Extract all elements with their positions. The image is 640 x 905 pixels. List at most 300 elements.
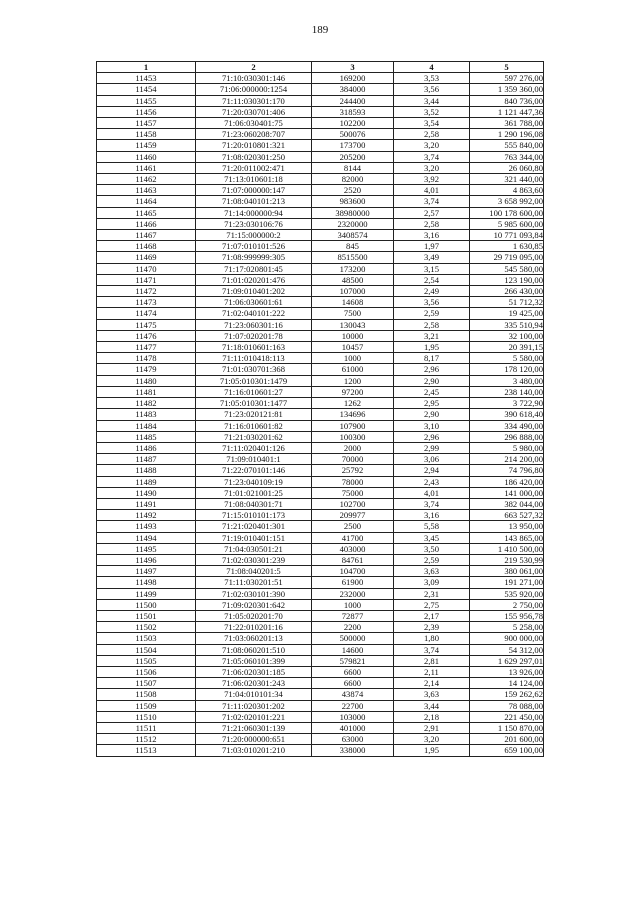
row-number-cell: 11504	[97, 644, 196, 655]
cadastral-number-cell: 71:06:030401:75	[196, 118, 312, 129]
rate-cell: 2,96	[394, 431, 470, 442]
rate-cell: 3,10	[394, 420, 470, 431]
value-cell: 321 440,00	[470, 174, 544, 185]
value-cell: 155 956,78	[470, 610, 544, 621]
row-number-cell: 11512	[97, 734, 196, 745]
cadastral-number-cell: 71:08:060201:510	[196, 644, 312, 655]
area-cell: 107900	[312, 420, 394, 431]
value-cell: 1 630,85	[470, 241, 544, 252]
rate-cell: 2,90	[394, 409, 470, 420]
cadastral-number-cell: 71:02:040101:222	[196, 308, 312, 319]
table-row	[97, 319, 544, 330]
table-row	[97, 510, 544, 521]
cadastral-number-cell: 71:15:000000:2	[196, 230, 312, 241]
table-row	[97, 174, 544, 185]
value-cell: 141 000,00	[470, 487, 544, 498]
rate-cell: 5,58	[394, 521, 470, 532]
rate-cell: 3,54	[394, 118, 470, 129]
area-cell: 2200	[312, 622, 394, 633]
table-row	[97, 297, 544, 308]
area-cell: 70000	[312, 454, 394, 465]
cadastral-number-cell: 71:04:010101:34	[196, 689, 312, 700]
table-row	[97, 263, 544, 274]
table-row	[97, 241, 544, 252]
table-row	[97, 442, 544, 453]
value-cell: 54 312,00	[470, 644, 544, 655]
table-row	[97, 644, 544, 655]
area-cell: 205200	[312, 151, 394, 162]
cadastral-number-cell: 71:19:010401:151	[196, 532, 312, 543]
value-cell: 1 359 360,00	[470, 84, 544, 95]
table-body	[97, 73, 544, 756]
table-row	[97, 84, 544, 95]
rate-cell: 2,14	[394, 678, 470, 689]
row-number-cell: 11505	[97, 655, 196, 666]
area-cell: 48500	[312, 274, 394, 285]
row-number-cell: 11466	[97, 218, 196, 229]
table-row	[97, 129, 544, 140]
row-number-cell: 11486	[97, 442, 196, 453]
cadastral-number-cell: 71:11:020301:202	[196, 700, 312, 711]
table-row	[97, 196, 544, 207]
table-row	[97, 274, 544, 285]
table-row	[97, 286, 544, 297]
table-row	[97, 610, 544, 621]
row-number-cell: 11479	[97, 364, 196, 375]
row-number-cell: 11468	[97, 241, 196, 252]
row-number-cell: 11507	[97, 678, 196, 689]
cadastral-number-cell: 71:08:020301:250	[196, 151, 312, 162]
rate-cell: 3,92	[394, 174, 470, 185]
area-cell: 84761	[312, 554, 394, 565]
area-cell: 173200	[312, 263, 394, 274]
table-row	[97, 364, 544, 375]
rate-cell: 2,43	[394, 476, 470, 487]
value-cell: 380 061,00	[470, 566, 544, 577]
value-cell: 13 926,00	[470, 666, 544, 677]
value-cell: 20 391,15	[470, 342, 544, 353]
table-row	[97, 73, 544, 84]
cadastral-number-cell: 71:09:010401:202	[196, 286, 312, 297]
row-number-cell: 11484	[97, 420, 196, 431]
value-cell: 221 450,00	[470, 711, 544, 722]
row-number-cell: 11473	[97, 297, 196, 308]
value-cell: 763 344,00	[470, 151, 544, 162]
table-header-row	[97, 62, 544, 73]
row-number-cell: 11488	[97, 465, 196, 476]
area-cell: 61000	[312, 364, 394, 375]
area-cell: 209977	[312, 510, 394, 521]
table-row	[97, 666, 544, 677]
table-row	[97, 162, 544, 173]
rate-cell: 2,54	[394, 274, 470, 285]
row-number-cell: 11501	[97, 610, 196, 621]
value-cell: 535 920,00	[470, 588, 544, 599]
row-number-cell: 11494	[97, 532, 196, 543]
rate-cell: 3,63	[394, 689, 470, 700]
rate-cell: 2,45	[394, 386, 470, 397]
rate-cell: 2,11	[394, 666, 470, 677]
cadastral-number-cell: 71:02:030301:239	[196, 554, 312, 565]
cadastral-number-cell: 71:01:030701:368	[196, 364, 312, 375]
table-row	[97, 454, 544, 465]
table-row	[97, 431, 544, 442]
rate-cell: 2,39	[394, 622, 470, 633]
rate-cell: 3,56	[394, 84, 470, 95]
column-header: 2	[196, 62, 312, 73]
column-header: 3	[312, 62, 394, 73]
row-number-cell: 11470	[97, 263, 196, 274]
value-cell: 78 088,00	[470, 700, 544, 711]
value-cell: 1 629 297,01	[470, 655, 544, 666]
area-cell: 3408574	[312, 230, 394, 241]
value-cell: 597 276,00	[470, 73, 544, 84]
value-cell: 663 527,32	[470, 510, 544, 521]
area-cell: 43874	[312, 689, 394, 700]
value-cell: 335 510,94	[470, 319, 544, 330]
area-cell: 173700	[312, 140, 394, 151]
value-cell: 13 950,00	[470, 521, 544, 532]
rate-cell: 3,74	[394, 498, 470, 509]
table-row	[97, 308, 544, 319]
cadastral-number-cell: 71:11:010418:113	[196, 353, 312, 364]
cadastral-number-cell: 71:03:010201:210	[196, 745, 312, 756]
rate-cell: 3,20	[394, 162, 470, 173]
row-number-cell: 11474	[97, 308, 196, 319]
column-header: 1	[97, 62, 196, 73]
area-cell: 22700	[312, 700, 394, 711]
table-row	[97, 700, 544, 711]
row-number-cell: 11498	[97, 577, 196, 588]
area-cell: 845	[312, 241, 394, 252]
table-row	[97, 353, 544, 364]
cadastral-number-cell: 71:01:021001:25	[196, 487, 312, 498]
row-number-cell: 11509	[97, 700, 196, 711]
value-cell: 238 140,00	[470, 386, 544, 397]
cadastral-number-cell: 71:13:010601:18	[196, 174, 312, 185]
row-number-cell: 11453	[97, 73, 196, 84]
cadastral-number-cell: 71:06:030601:61	[196, 297, 312, 308]
rate-cell: 3,74	[394, 196, 470, 207]
cadastral-number-cell: 71:22:070101:146	[196, 465, 312, 476]
cadastral-number-cell: 71:03:060201:13	[196, 633, 312, 644]
row-number-cell: 11508	[97, 689, 196, 700]
rate-cell: 2,95	[394, 398, 470, 409]
table-row	[97, 689, 544, 700]
rate-cell: 3,74	[394, 644, 470, 655]
cadastral-number-cell: 71:08:040301:71	[196, 498, 312, 509]
area-cell: 78000	[312, 476, 394, 487]
row-number-cell: 11481	[97, 386, 196, 397]
area-cell: 10000	[312, 330, 394, 341]
value-cell: 1 410 500,00	[470, 543, 544, 554]
value-cell: 3 722,90	[470, 398, 544, 409]
table-row	[97, 633, 544, 644]
cadastral-number-cell: 71:02:020101:221	[196, 711, 312, 722]
table-row	[97, 599, 544, 610]
rate-cell: 2,58	[394, 218, 470, 229]
rate-cell: 2,59	[394, 308, 470, 319]
cadastral-number-cell: 71:04:030501:21	[196, 543, 312, 554]
area-cell: 2500	[312, 521, 394, 532]
rate-cell: 2,49	[394, 286, 470, 297]
table-row	[97, 230, 544, 241]
value-cell: 32 100,00	[470, 330, 544, 341]
table-row	[97, 106, 544, 117]
area-cell: 1200	[312, 375, 394, 386]
row-number-cell: 11482	[97, 398, 196, 409]
area-cell: 8515500	[312, 252, 394, 263]
cadastral-number-cell: 71:16:010601:27	[196, 386, 312, 397]
table-row	[97, 375, 544, 386]
area-cell: 97200	[312, 386, 394, 397]
row-number-cell: 11460	[97, 151, 196, 162]
area-cell: 102200	[312, 118, 394, 129]
row-number-cell: 11456	[97, 106, 196, 117]
rate-cell: 3,16	[394, 230, 470, 241]
rate-cell: 1,95	[394, 745, 470, 756]
value-cell: 26 060,80	[470, 162, 544, 173]
rate-cell: 2,94	[394, 465, 470, 476]
area-cell: 500076	[312, 129, 394, 140]
rate-cell: 1,95	[394, 342, 470, 353]
page-number: 189	[311, 24, 329, 36]
rate-cell: 8,17	[394, 353, 470, 364]
cadastral-number-cell: 71:16:010601:82	[196, 420, 312, 431]
value-cell: 545 580,00	[470, 263, 544, 274]
row-number-cell: 11465	[97, 207, 196, 218]
row-number-cell: 11493	[97, 521, 196, 532]
area-cell: 10457	[312, 342, 394, 353]
value-cell: 1 121 447,36	[470, 106, 544, 117]
table-row	[97, 185, 544, 196]
area-cell: 1000	[312, 599, 394, 610]
area-cell: 104700	[312, 566, 394, 577]
value-cell: 334 490,00	[470, 420, 544, 431]
row-number-cell: 11475	[97, 319, 196, 330]
rate-cell: 2,81	[394, 655, 470, 666]
row-number-cell: 11499	[97, 588, 196, 599]
row-number-cell: 11500	[97, 599, 196, 610]
table-row	[97, 722, 544, 733]
row-number-cell: 11476	[97, 330, 196, 341]
value-cell: 5 580,00	[470, 353, 544, 364]
rate-cell: 1,80	[394, 633, 470, 644]
cadastral-number-cell: 71:11:030301:170	[196, 95, 312, 106]
rate-cell: 3,44	[394, 700, 470, 711]
table-row	[97, 577, 544, 588]
area-cell: 2520	[312, 185, 394, 196]
row-number-cell: 11478	[97, 353, 196, 364]
table-row	[97, 711, 544, 722]
rate-cell: 3,44	[394, 95, 470, 106]
value-cell: 219 530,99	[470, 554, 544, 565]
table-row	[97, 476, 544, 487]
value-cell: 361 788,00	[470, 118, 544, 129]
cadastral-number-cell: 71:05:020201:70	[196, 610, 312, 621]
row-number-cell: 11489	[97, 476, 196, 487]
rate-cell: 4,01	[394, 185, 470, 196]
rate-cell: 3,50	[394, 543, 470, 554]
table-row	[97, 140, 544, 151]
area-cell: 338000	[312, 745, 394, 756]
value-cell: 1 150 870,00	[470, 722, 544, 733]
table-row	[97, 521, 544, 532]
table-row	[97, 622, 544, 633]
cadastral-number-cell: 71:05:060101:399	[196, 655, 312, 666]
value-cell: 5 980,00	[470, 442, 544, 453]
row-number-cell: 11467	[97, 230, 196, 241]
row-number-cell: 11455	[97, 95, 196, 106]
rate-cell: 2,75	[394, 599, 470, 610]
rate-cell: 3,20	[394, 140, 470, 151]
table-row	[97, 252, 544, 263]
rate-cell: 3,53	[394, 73, 470, 84]
area-cell: 500000	[312, 633, 394, 644]
value-cell: 266 430,00	[470, 286, 544, 297]
cadastral-number-cell: 71:23:060208:707	[196, 129, 312, 140]
cadastral-number-cell: 71:07:020201:78	[196, 330, 312, 341]
cadastral-number-cell: 71:09:020301:642	[196, 599, 312, 610]
row-number-cell: 11457	[97, 118, 196, 129]
cadastral-number-cell: 71:23:020121:81	[196, 409, 312, 420]
area-cell: 232000	[312, 588, 394, 599]
area-cell: 983600	[312, 196, 394, 207]
rate-cell: 3,56	[394, 297, 470, 308]
area-cell: 82000	[312, 174, 394, 185]
area-cell: 107000	[312, 286, 394, 297]
rate-cell: 3,06	[394, 454, 470, 465]
table-row	[97, 151, 544, 162]
cadastral-number-cell: 71:07:010101:526	[196, 241, 312, 252]
cadastral-number-cell: 71:06:020301:243	[196, 678, 312, 689]
cadastral-number-cell: 71:20:030701:406	[196, 106, 312, 117]
cadastral-number-cell: 71:05:010301:1477	[196, 398, 312, 409]
value-cell: 5 985 600,00	[470, 218, 544, 229]
cadastral-number-cell: 71:22:010201:16	[196, 622, 312, 633]
area-cell: 384000	[312, 84, 394, 95]
column-header: 5	[470, 62, 544, 73]
table-row	[97, 409, 544, 420]
area-cell: 403000	[312, 543, 394, 554]
table-row	[97, 386, 544, 397]
rate-cell: 2,91	[394, 722, 470, 733]
area-cell: 8144	[312, 162, 394, 173]
row-number-cell: 11491	[97, 498, 196, 509]
value-cell: 51 712,32	[470, 297, 544, 308]
area-cell: 14608	[312, 297, 394, 308]
area-cell: 130043	[312, 319, 394, 330]
rate-cell: 2,59	[394, 554, 470, 565]
cadastral-value-table	[96, 61, 544, 757]
area-cell: 1262	[312, 398, 394, 409]
value-cell: 296 888,00	[470, 431, 544, 442]
rate-cell: 2,18	[394, 711, 470, 722]
table-row	[97, 207, 544, 218]
cadastral-number-cell: 71:11:030201:51	[196, 577, 312, 588]
cadastral-number-cell: 71:21:020401:301	[196, 521, 312, 532]
area-cell: 25792	[312, 465, 394, 476]
rate-cell: 3,45	[394, 532, 470, 543]
row-number-cell: 11496	[97, 554, 196, 565]
value-cell: 191 271,00	[470, 577, 544, 588]
cadastral-number-cell: 71:20:000000:651	[196, 734, 312, 745]
area-cell: 38980000	[312, 207, 394, 218]
row-number-cell: 11463	[97, 185, 196, 196]
area-cell: 6600	[312, 678, 394, 689]
value-cell: 143 865,00	[470, 532, 544, 543]
table-row	[97, 734, 544, 745]
row-number-cell: 11454	[97, 84, 196, 95]
row-number-cell: 11506	[97, 666, 196, 677]
rate-cell: 4,01	[394, 487, 470, 498]
cadastral-number-cell: 71:23:040109:19	[196, 476, 312, 487]
value-cell: 159 262,62	[470, 689, 544, 700]
rate-cell: 2,90	[394, 375, 470, 386]
cadastral-number-cell: 71:18:010601:163	[196, 342, 312, 353]
row-number-cell: 11469	[97, 252, 196, 263]
cadastral-number-cell: 71:08:999999:305	[196, 252, 312, 263]
row-number-cell: 11464	[97, 196, 196, 207]
table-row	[97, 543, 544, 554]
value-cell: 1 290 196,08	[470, 129, 544, 140]
area-cell: 72877	[312, 610, 394, 621]
cadastral-number-cell: 71:01:020201:476	[196, 274, 312, 285]
value-cell: 123 190,00	[470, 274, 544, 285]
area-cell: 401000	[312, 722, 394, 733]
value-cell: 29 719 095,00	[470, 252, 544, 263]
table-row	[97, 118, 544, 129]
value-cell: 100 178 600,00	[470, 207, 544, 218]
rate-cell: 2,58	[394, 129, 470, 140]
row-number-cell: 11487	[97, 454, 196, 465]
area-cell: 100300	[312, 431, 394, 442]
rate-cell: 1,97	[394, 241, 470, 252]
value-cell: 10 771 093,84	[470, 230, 544, 241]
rate-cell: 2,31	[394, 588, 470, 599]
row-number-cell: 11458	[97, 129, 196, 140]
area-cell: 102700	[312, 498, 394, 509]
table-row	[97, 498, 544, 509]
row-number-cell: 11497	[97, 566, 196, 577]
cadastral-number-cell: 71:14:000000:94	[196, 207, 312, 218]
table-row	[97, 532, 544, 543]
area-cell: 1000	[312, 353, 394, 364]
row-number-cell: 11461	[97, 162, 196, 173]
area-cell: 7500	[312, 308, 394, 319]
table-row	[97, 566, 544, 577]
area-cell: 103000	[312, 711, 394, 722]
cadastral-number-cell: 71:21:060301:139	[196, 722, 312, 733]
cadastral-number-cell: 71:02:030101:390	[196, 588, 312, 599]
table-row	[97, 398, 544, 409]
rate-cell: 3,63	[394, 566, 470, 577]
cadastral-number-cell: 71:15:010101:173	[196, 510, 312, 521]
area-cell: 169200	[312, 73, 394, 84]
row-number-cell: 11471	[97, 274, 196, 285]
cadastral-number-cell: 71:21:030201:62	[196, 431, 312, 442]
value-cell: 4 863,60	[470, 185, 544, 196]
value-cell: 3 480,00	[470, 375, 544, 386]
cadastral-number-cell: 71:09:010401:1	[196, 454, 312, 465]
rate-cell: 2,57	[394, 207, 470, 218]
cadastral-number-cell: 71:20:011002:471	[196, 162, 312, 173]
row-number-cell: 11502	[97, 622, 196, 633]
cadastral-number-cell: 71:08:040201:5	[196, 566, 312, 577]
area-cell: 63000	[312, 734, 394, 745]
cadastral-number-cell: 71:08:040101:213	[196, 196, 312, 207]
value-cell: 214 200,00	[470, 454, 544, 465]
